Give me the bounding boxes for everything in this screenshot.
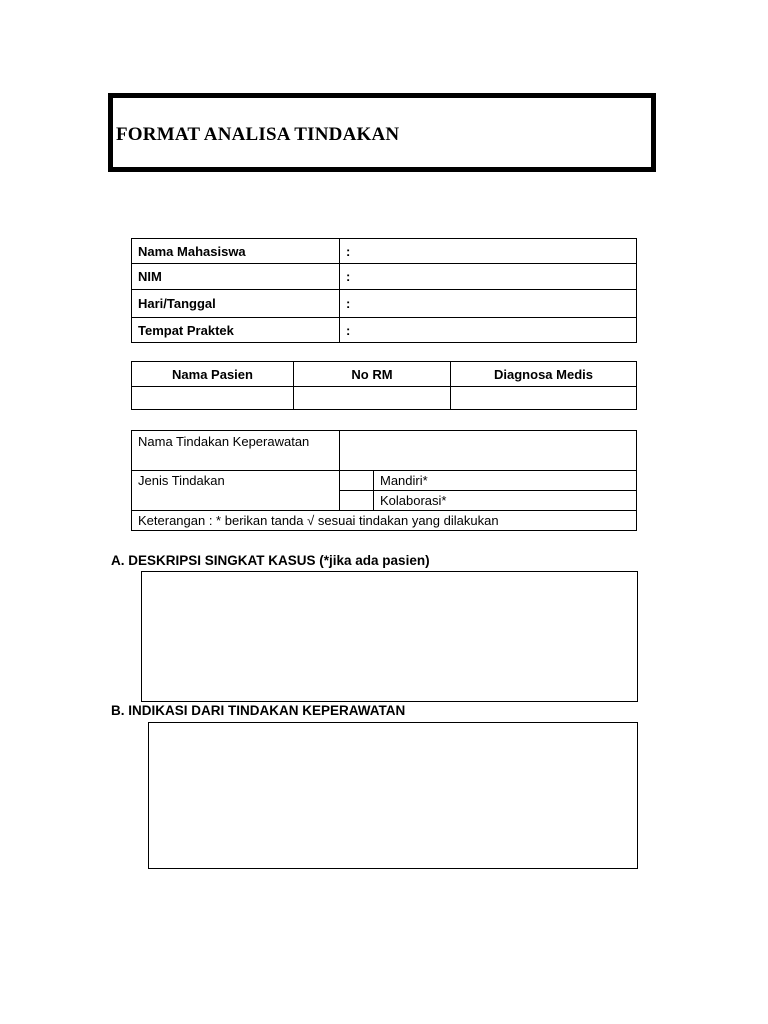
section-a-heading: A. DESKRIPSI SINGKAT KASUS (*jika ada pasien) <box>111 553 430 568</box>
table-row <box>132 318 637 343</box>
action-table <box>131 430 637 531</box>
action-name-field[interactable] <box>340 431 637 471</box>
patient-name-field[interactable] <box>132 387 294 410</box>
header-patient-name: Nama Pasien <box>132 362 294 387</box>
collaborative-label: Kolaborasi* <box>374 491 637 511</box>
note-text: Keterangan : * berikan tanda √ sesuai tindakan yang dilakukan <box>132 511 637 531</box>
row-value-field[interactable]: : <box>340 239 637 264</box>
row-label: Nama Mahasiswa <box>132 239 340 264</box>
row-label: NIM <box>132 264 340 290</box>
case-description-box[interactable] <box>141 571 638 702</box>
table-row <box>132 264 637 290</box>
student-info-table <box>131 238 637 343</box>
table-row <box>132 511 637 531</box>
table-header-row <box>132 362 637 387</box>
table-row <box>132 471 637 491</box>
section-b-heading: B. INDIKASI DARI TINDAKAN KEPERAWATAN <box>111 703 406 718</box>
page-title: FORMAT ANALISA TINDAKAN <box>116 124 400 145</box>
header-record-number: No RM <box>294 362 451 387</box>
row-value-field[interactable]: : <box>340 264 637 290</box>
row-value-field[interactable]: : <box>340 290 637 318</box>
table-row <box>132 239 637 264</box>
table-row <box>132 431 637 471</box>
row-value-field[interactable]: : <box>340 318 637 343</box>
patient-table <box>131 361 637 410</box>
collaborative-checkbox[interactable] <box>340 491 374 511</box>
title-box <box>108 93 656 172</box>
indication-box[interactable] <box>148 722 638 869</box>
independent-checkbox[interactable] <box>340 471 374 491</box>
medical-diagnosis-field[interactable] <box>451 387 637 410</box>
row-label: Tempat Praktek <box>132 318 340 343</box>
header-medical-diagnosis: Diagnosa Medis <box>451 362 637 387</box>
action-type-label: Jenis Tindakan <box>132 471 340 511</box>
independent-label: Mandiri* <box>374 471 637 491</box>
table-row <box>132 387 637 410</box>
table-row <box>132 290 637 318</box>
record-number-field[interactable] <box>294 387 451 410</box>
row-label: Hari/Tanggal <box>132 290 340 318</box>
action-name-label: Nama Tindakan Keperawatan <box>132 431 340 471</box>
